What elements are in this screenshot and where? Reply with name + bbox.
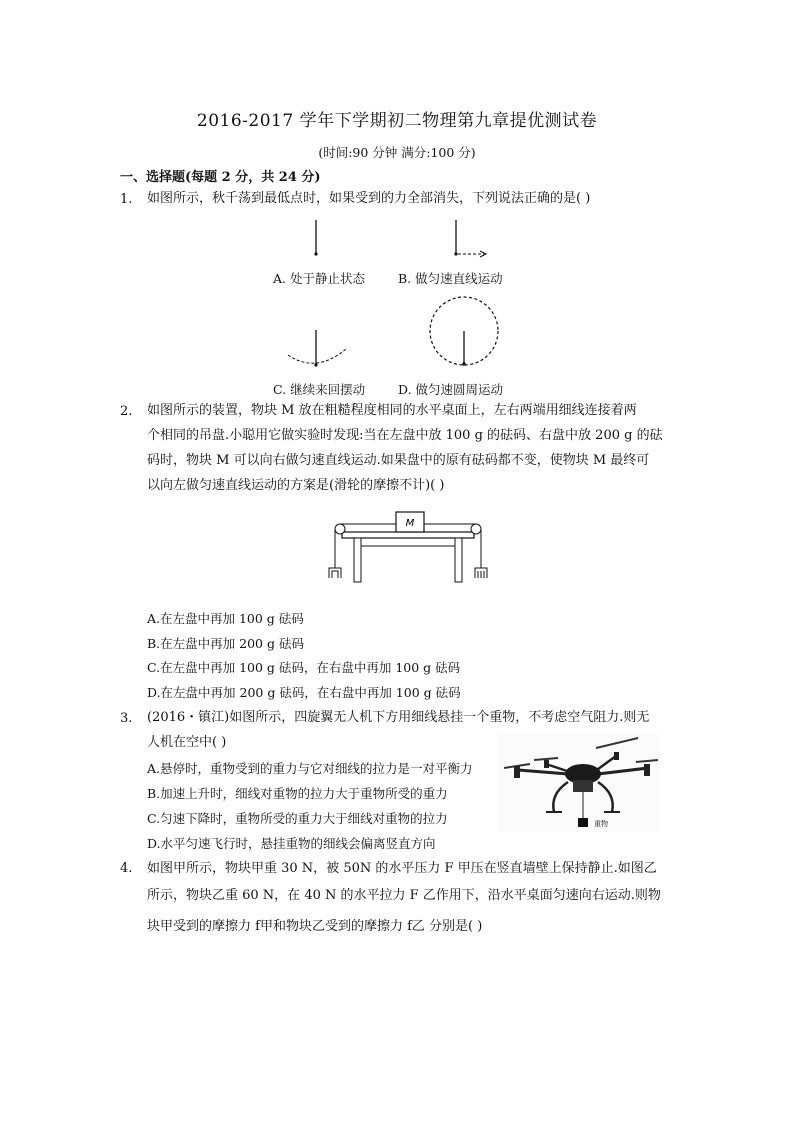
q2-pan-left <box>329 568 341 578</box>
q1-text: 如图所示，秋千荡到最低点时，如果受到的力全部消失，下列说法正确的是( ) <box>147 191 591 206</box>
q2-text <box>147 398 675 498</box>
q3-line-2: 人机在空中( ) <box>147 735 227 750</box>
q2-pulley-left <box>335 524 345 534</box>
q2-block-label: M <box>405 518 415 529</box>
q2-line-1: 如图所示的装置，物块 M 放在粗糙程度相同的水平桌面上，左右两端用细线连接着两 <box>147 403 637 418</box>
q4-line-1: 如图甲所示，物块甲重 30 N，被 50N 的水平压力 F 甲压在竖直墙壁上保持静止.如图乙 <box>147 861 657 876</box>
q2-option-a: A.在左盘中再加 100 g 砝码 <box>147 611 304 626</box>
q3-option-c: C.匀速下降时，重物所受的重力大于细线对重物的拉力 <box>147 811 448 826</box>
q1-option-a: A. 处于静止状态 <box>273 271 365 286</box>
q1-figure-b-point <box>454 252 457 255</box>
q2-option-b: B.在左盘中再加 200 g 砝码 <box>147 636 304 651</box>
q3-number: 3. <box>120 711 133 726</box>
q1-figure-c-point <box>314 363 317 366</box>
page-title: 2016-2017 学年下学期初二物理第九章提优测试卷 <box>196 111 598 131</box>
q3-motor-3 <box>544 760 549 768</box>
q3-motor-4 <box>614 752 619 760</box>
q2-table-leg-left <box>354 538 361 582</box>
q3-weight-label: 重物 <box>594 820 608 828</box>
q3-drone-figure <box>498 734 660 832</box>
q1-figure-a-point <box>314 252 317 255</box>
q2-line-4: 以向左做匀速直线运动的方案是(滑轮的摩擦不计)( ) <box>147 478 445 493</box>
exam-info: (时间:90 分钟 满分:100 分) <box>318 145 476 160</box>
q3-drone-gimbal <box>573 780 593 792</box>
q2-option-c: C.在左盘中再加 100 g 砝码，在右盘中再加 100 g 砝码 <box>147 660 461 675</box>
q2-pan-right <box>475 568 487 578</box>
section-heading: 一、选择题(每题 2 分，共 24 分) <box>120 170 321 185</box>
q3-option-b: B.加速上升时，细线对重物的拉力大于重物所受的重力 <box>147 786 448 801</box>
q2-number: 2. <box>120 404 133 419</box>
q3-option-a: A.悬停时，重物受到的重力与它对细线的拉力是一对平衡力 <box>147 761 473 776</box>
q3-motor-2 <box>644 764 650 776</box>
q2-table-top <box>342 532 474 538</box>
q2-option-d: D.在左盘中再加 200 g 砝码，在右盘中再加 100 g 砝码 <box>147 685 461 700</box>
q1-option-c: C. 继续来回摆动 <box>273 382 366 397</box>
q3-option-d: D.水平匀速飞行时，悬挂重物的细线会偏离竖直方向 <box>147 836 436 851</box>
q2-line-3: 码时，物块 M 可以向右做匀速直线运动.如果盘中的原有砝码都不变，使物块 M 最终可 <box>147 453 650 468</box>
q2-pulley-right <box>471 524 481 534</box>
q1-option-b: B. 做匀速直线运动 <box>398 271 503 286</box>
q3-motor-1 <box>514 766 520 778</box>
q2-figure <box>318 508 498 584</box>
q3-line-1: (2016・镇江)如图所示，四旋翼无人机下方用细线悬挂一个重物，不考虑空气阻力.则无 <box>147 710 650 725</box>
q4-line-3: 块甲受到的摩擦力 f甲和物块乙受到的摩擦力 f乙 分别是( ) <box>147 919 483 934</box>
q4-text <box>147 855 675 940</box>
q3-weight <box>578 818 588 827</box>
q4-number: 4. <box>120 861 133 876</box>
q1-figure-d-point <box>462 362 466 366</box>
q1-figure <box>270 212 530 382</box>
q2-table-leg-right <box>455 538 462 582</box>
q4-line-2: 所示，物块乙重 60 N，在 40 N 的水平拉力 F 乙作用下，沿水平桌面匀速向右运动.则物 <box>147 888 661 903</box>
q2-line-2: 个相同的吊盘.小聪用它做实验时发现:当在左盘中放 100 g 的砝码、右盘中放 200 g 的砝 <box>147 428 663 443</box>
q1-figure-c-arc <box>288 349 346 363</box>
q1-number: 1. <box>120 192 133 207</box>
q1-option-d: D. 做匀速圆周运动 <box>398 382 504 397</box>
